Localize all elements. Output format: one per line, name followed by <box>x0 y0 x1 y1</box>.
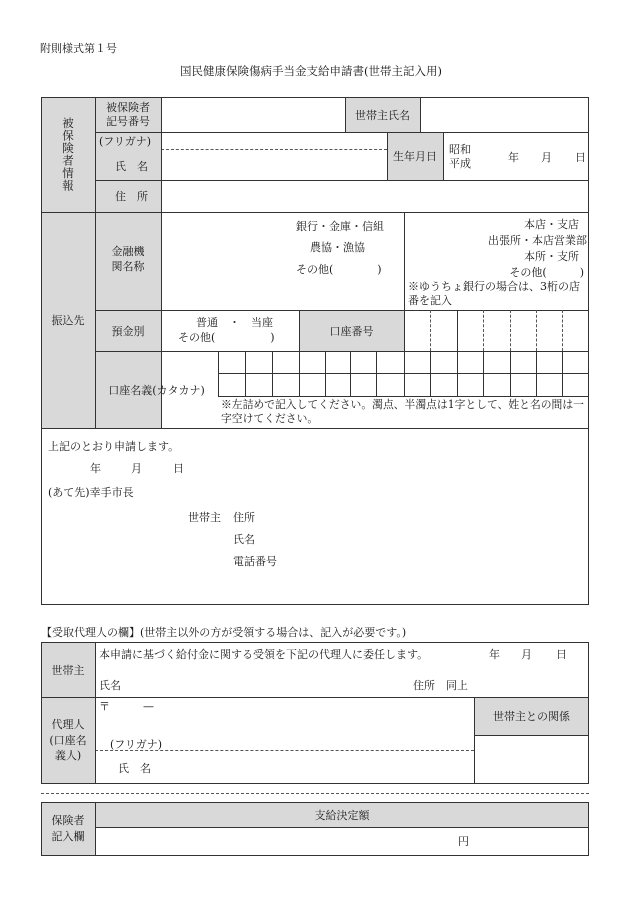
bank-type-1: 銀行・金庫・信組 <box>296 220 384 233</box>
delegation-text: 本申請に基づく給付金に関する受領を下記の代理人に委任します。 <box>99 648 429 661</box>
proxy-head-label: 世帯主 <box>51 663 85 677</box>
amount-label: 支給決定額 <box>314 808 370 822</box>
application-month-unit: 月 <box>131 462 142 475</box>
insured-number-label: 被保険者記号番号 <box>106 100 150 128</box>
agent-furigana-label: (フリガナ) <box>110 738 163 751</box>
addressee: (あて先)幸手市長 <box>48 486 134 499</box>
bank-type-3: その他( ) <box>296 263 382 276</box>
yucho-note: ※ゆうちょ銀行の場合は、3桁の店番を記入 <box>408 280 580 308</box>
application-statement: 上記のとおり申請します。 <box>48 440 180 453</box>
branch-type-2: 出張所・本店営業部 <box>488 234 587 247</box>
insurer-section-label: 保険者記入欄 <box>51 814 85 843</box>
deposit-options-main[interactable]: 普通 ・ 当座 <box>196 316 273 329</box>
amount-field[interactable] <box>96 828 456 855</box>
birth-year-unit: 年 <box>508 151 519 164</box>
relation-label: 世帯主との関係 <box>493 710 570 723</box>
insured-number-field[interactable] <box>162 98 344 131</box>
address-label: 住 所 <box>115 190 148 203</box>
delegation-month-unit: 月 <box>521 648 532 661</box>
birth-date-label: 生年月日 <box>393 150 437 163</box>
institution-label: 金融機関名称 <box>111 245 145 273</box>
account-holder-field[interactable] <box>219 352 588 395</box>
proxy-head-name-field[interactable] <box>125 675 405 695</box>
application-day-unit: 日 <box>173 462 184 475</box>
name-field[interactable] <box>162 150 386 179</box>
agent-name-label: 氏 名 <box>118 762 151 775</box>
account-number-label: 口座番号 <box>329 324 374 338</box>
proxy-section-title: 【受取代理人の欄】(世帯主以外の方が受領する場合は、記入が必要です。) <box>41 626 407 639</box>
relation-field[interactable] <box>475 736 588 783</box>
account-number-field[interactable] <box>405 311 588 350</box>
birth-day-unit: 日 <box>575 151 586 164</box>
application-year-unit: 年 <box>90 462 101 475</box>
birth-month-unit: 月 <box>541 151 552 164</box>
agent-name-field[interactable] <box>160 754 472 782</box>
delegation-year-unit: 年 <box>489 648 500 661</box>
cut-line <box>41 793 589 794</box>
furigana-label: (フリガナ) <box>99 135 152 148</box>
head-name-field[interactable] <box>421 98 588 131</box>
form-number: 附則様式第１号 <box>40 42 117 55</box>
proxy-head-name-label: 氏名 <box>99 679 121 692</box>
institution-name-field[interactable] <box>162 213 292 309</box>
applicant-name-field[interactable] <box>262 529 582 549</box>
yen-unit: 円 <box>458 835 469 848</box>
account-holder-label: 口座名義(カタカナ) <box>108 383 205 397</box>
deposit-options-other[interactable]: その他( ) <box>178 331 275 344</box>
delegation-day-unit: 日 <box>556 648 567 661</box>
applicant-name-label: 氏名 <box>233 533 255 546</box>
address-field[interactable] <box>162 181 588 211</box>
deposit-type-label: 預金別 <box>111 324 145 338</box>
applicant-address-label: 住所 <box>233 511 255 524</box>
holder-note: ※左詰めで記入してください。濁点、半濁点は1字として、姓と名の間は一字空けてください。 <box>221 398 584 426</box>
applicant-address-field[interactable] <box>262 507 582 527</box>
era-heisei[interactable]: 平成 <box>449 157 471 170</box>
insured-section-label: 被保険者情報 <box>61 117 75 192</box>
page-title: 国民健康保険傷病手当金支給申請書(世帯主記入用) <box>180 64 442 78</box>
head-name-label: 世帯主氏名 <box>355 108 410 122</box>
branch-type-1: 本店・支店 <box>524 218 579 231</box>
postal-mark: 〒 — <box>99 700 154 713</box>
applicant-head-label: 世帯主 <box>188 511 221 524</box>
era-showa[interactable]: 昭和 <box>449 143 471 156</box>
bank-type-2: 農協・漁協 <box>310 241 365 254</box>
address-same-label: 住所 同上 <box>413 679 468 692</box>
branch-type-3: 本所・支所 <box>524 250 579 263</box>
applicant-phone-field[interactable] <box>290 551 582 571</box>
furigana-field[interactable] <box>162 133 386 148</box>
applicant-phone-label: 電話番号 <box>233 555 277 568</box>
name-label: 氏 名 <box>115 160 148 173</box>
transfer-section-label: 振込先 <box>51 314 85 327</box>
branch-type-4: その他( ) <box>509 266 584 279</box>
agent-label: 代理人(口座名義人) <box>49 718 87 763</box>
